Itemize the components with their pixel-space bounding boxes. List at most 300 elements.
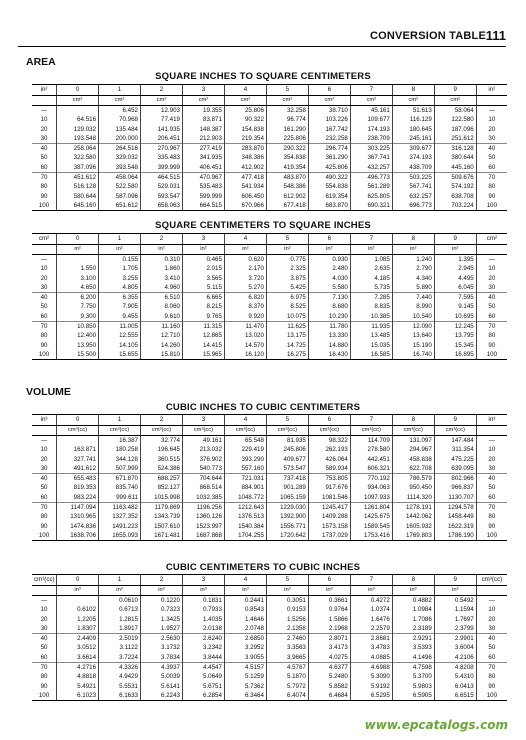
column-header: 3 — [182, 234, 224, 245]
table-cell: 9.455 — [99, 312, 141, 322]
table-cell: 335.483 — [141, 153, 183, 162]
table-row — [32, 663, 507, 673]
table-row — [32, 672, 507, 681]
table-cell: 1048.772 — [224, 493, 266, 503]
row-label: 70 — [32, 663, 57, 673]
table-cell: 387.096 — [57, 163, 99, 173]
table-cell: 258.064 — [57, 144, 99, 154]
table-row — [32, 283, 507, 293]
table-row — [32, 474, 507, 484]
table-cell: 14.415 — [182, 341, 224, 350]
table-cell: 704.644 — [182, 474, 224, 484]
unit-label: cm² — [182, 96, 224, 106]
table-cell: 251.612 — [434, 134, 476, 144]
table-cell: 1.085 — [350, 255, 392, 265]
table-cell: 3.565 — [182, 274, 224, 283]
table-units-row — [32, 586, 507, 596]
table-cell: 7.285 — [350, 293, 392, 303]
row-label: 60 — [40, 493, 48, 501]
table-cell: 4.340 — [392, 274, 434, 283]
row-label: 90 — [40, 522, 48, 530]
unit-label: in³ — [99, 586, 141, 596]
row-label: 20 — [40, 615, 48, 623]
table-cell: 116.129 — [392, 115, 434, 124]
table-cell: 651.612 — [99, 201, 141, 211]
unit-label: in³ — [392, 586, 434, 596]
table-cell: 12.865 — [182, 331, 224, 340]
table-header-row — [32, 415, 507, 426]
column-header: 0 — [57, 85, 99, 96]
unit-label: in² — [434, 245, 476, 255]
row-label: — — [476, 436, 507, 446]
column-header: 6 — [308, 575, 350, 586]
table-cell: 360.515 — [141, 455, 183, 464]
column-header: 3 — [182, 85, 224, 96]
table-cell: 5.9192 — [350, 682, 392, 691]
column-header: 1 — [99, 234, 141, 245]
table-title-cucm-to-cuin: CUBIC CENTIMETERS TO CUBIC INCHES — [165, 562, 361, 573]
column-header: 4 — [224, 85, 266, 96]
table-cell: 4.6377 — [308, 663, 350, 673]
table-cell: 10.230 — [308, 312, 350, 322]
table-cell: 3.9665 — [266, 653, 308, 663]
table-cell: 9.300 — [57, 312, 99, 322]
table-cell: 16.275 — [266, 350, 308, 360]
table-cell: 1360.126 — [182, 512, 224, 521]
table-cell: 464.515 — [141, 173, 183, 183]
table-cell: 548.386 — [266, 182, 308, 191]
table-cell: 2.9291 — [392, 634, 434, 644]
column-header: 1 — [99, 415, 141, 426]
table-cell: 103.226 — [308, 115, 350, 124]
table-cell: 1278.191 — [392, 503, 434, 513]
table-cell: 535.483 — [182, 182, 224, 191]
row-label: 50 — [476, 483, 507, 492]
table-cell: 12.903 — [141, 106, 183, 116]
column-header: 7 — [350, 575, 392, 586]
unit-label: in³ — [434, 586, 476, 596]
table-cell: 0.6102 — [57, 605, 99, 614]
table-cell: 5.8582 — [308, 682, 350, 691]
table-cell: 5.0649 — [182, 672, 224, 681]
table-cell: 161.290 — [266, 125, 308, 134]
row-label: 60 — [476, 493, 507, 503]
row-label: 90 — [40, 341, 48, 349]
table-row — [32, 153, 507, 162]
table-cell: 655.483 — [57, 474, 99, 484]
table-cell: 8.215 — [182, 302, 224, 311]
table-cell: 0.930 — [308, 255, 350, 265]
table-row — [32, 653, 507, 663]
table-cell: 187.096 — [434, 125, 476, 134]
table-cell: 1327.352 — [99, 512, 141, 521]
table-cell: 1.705 — [99, 264, 141, 273]
table-cell: 0.775 — [266, 255, 308, 265]
table-cell: 5.270 — [224, 283, 266, 293]
unit-label: in² — [224, 245, 266, 255]
table-cell: 5.7362 — [224, 682, 266, 691]
table-cell: 1.8917 — [99, 624, 141, 634]
table-cell: 374.193 — [392, 153, 434, 162]
table-row — [32, 455, 507, 464]
table-cell: 5.3090 — [350, 672, 392, 681]
row-label: 80 — [40, 513, 48, 521]
unit-label: cm² — [350, 96, 392, 106]
table-cell: 3.875 — [266, 274, 308, 283]
table-cell: 2.5019 — [99, 634, 141, 644]
header-title: CONVERSION TABLE — [369, 30, 486, 42]
table-cell: 1786.190 — [434, 531, 476, 541]
table-cell: 0.9764 — [308, 605, 350, 614]
table-cell: 786.579 — [392, 474, 434, 484]
table-cell: 11.625 — [266, 322, 308, 332]
table-cell: 1605.932 — [392, 522, 434, 531]
table-cell: 1.240 — [392, 255, 434, 265]
row-label: 100 — [476, 531, 507, 541]
table-cell: 1720.642 — [266, 531, 308, 541]
table-cell: 983.224 — [57, 493, 99, 503]
table-row — [32, 144, 507, 154]
table-cell: 13.175 — [266, 331, 308, 340]
table-cell: 6.1023 — [57, 691, 99, 701]
row-label: — — [476, 255, 507, 265]
table-cell: 32.258 — [266, 106, 308, 116]
table-cell: 196.645 — [141, 445, 183, 454]
column-header: 0 — [57, 575, 99, 586]
table-cell: 193.548 — [57, 134, 99, 144]
table-cell: 10.695 — [434, 312, 476, 322]
table-cell: 1392.900 — [266, 512, 308, 521]
table-cell: 3.9055 — [224, 653, 266, 663]
row-label: 30 — [40, 464, 48, 472]
table-cell: 2.4409 — [57, 634, 99, 644]
table-cell: 1.5866 — [308, 615, 350, 624]
table-cell: 470.967 — [182, 173, 224, 183]
column-header: cm³(cc) — [32, 575, 57, 586]
column-header: in³ — [32, 415, 57, 426]
table-cell: 2.325 — [266, 264, 308, 273]
table-cell: 4.960 — [141, 283, 183, 293]
column-header: in² — [476, 85, 507, 96]
table-cell: 109.677 — [350, 115, 392, 124]
table-cell: 316.128 — [434, 144, 476, 154]
table-cell: 303.225 — [350, 144, 392, 154]
column-header: 2 — [141, 85, 183, 96]
table-cell: 0.4272 — [350, 596, 392, 606]
table-cell: 432.257 — [350, 163, 392, 173]
table-cell: 1196.256 — [182, 503, 224, 513]
table-cell: 2.6850 — [224, 634, 266, 644]
table-cell: 496.773 — [350, 173, 392, 183]
table-cell: 367.741 — [350, 153, 392, 162]
row-label: 70 — [476, 503, 507, 513]
table-cell: 1294.578 — [434, 503, 476, 513]
table-sqcm-to-sqin — [32, 233, 507, 360]
table-cell: 3.5393 — [392, 643, 434, 652]
table-cell: 573.547 — [266, 464, 308, 474]
unit-label: cm³(cc) — [434, 426, 476, 436]
table-row — [32, 436, 507, 446]
row-label: 90 — [476, 682, 507, 691]
row-label: — — [40, 437, 48, 444]
table-cell: 141.935 — [141, 125, 183, 134]
row-label: 50 — [476, 302, 507, 311]
table-cell: 11.780 — [308, 322, 350, 332]
table-cell: 6.3464 — [224, 691, 266, 701]
table-cell: 13.330 — [308, 331, 350, 340]
table-cell: 45.161 — [350, 106, 392, 116]
table-cell: 4.185 — [350, 274, 392, 283]
table-cell: 1.4646 — [224, 615, 266, 624]
table-cell: 2.0748 — [224, 624, 266, 634]
unit-label: cm³(cc) — [57, 426, 99, 436]
table-cell: 2.635 — [350, 264, 392, 273]
row-label: 40 — [476, 293, 507, 303]
row-label: 20 — [40, 125, 48, 133]
table-cell: 238.709 — [350, 134, 392, 144]
table-cell: 90.322 — [224, 115, 266, 124]
unit-label — [32, 245, 57, 255]
unit-label: cm² — [224, 96, 266, 106]
table-cell: 3.100 — [57, 274, 99, 283]
row-label: 70 — [32, 322, 57, 332]
table-cell: 311.354 — [434, 445, 476, 454]
table-cell: 98.322 — [308, 436, 350, 446]
table-cell: 1.2205 — [57, 615, 99, 624]
table-cell: 884.901 — [224, 483, 266, 492]
table-row — [32, 691, 507, 701]
table-cell: 7.595 — [434, 293, 476, 303]
table-cell: 2.1358 — [266, 624, 308, 634]
table-cell: 15.965 — [182, 350, 224, 360]
table-cell: 425.806 — [308, 163, 350, 173]
table-cell: 5.7972 — [266, 682, 308, 691]
table-row — [32, 643, 507, 652]
row-label: 40 — [32, 474, 57, 484]
table-cell: 1.4035 — [182, 615, 224, 624]
row-label: 80 — [476, 512, 507, 521]
table-cell: 6.975 — [266, 293, 308, 303]
table-cell: 2.7460 — [266, 634, 308, 644]
table-cell: 12.245 — [434, 322, 476, 332]
table-cell: 529.031 — [141, 182, 183, 191]
table-cell: 4.805 — [99, 283, 141, 293]
table-cell: 1491.223 — [99, 522, 141, 531]
table-cell: 6.2243 — [141, 691, 183, 701]
table-cell: 114.709 — [350, 436, 392, 446]
table-cell: 270.967 — [141, 144, 183, 154]
table-cell: 6.5295 — [350, 691, 392, 701]
table-cell: 1229.030 — [266, 503, 308, 513]
table-cell: 658.063 — [141, 201, 183, 211]
table-cell: 589.934 — [308, 464, 350, 474]
table-cell: 1245.417 — [308, 503, 350, 513]
column-header: 8 — [392, 85, 434, 96]
table-cell: 4.4547 — [182, 663, 224, 673]
table-cell: 341.935 — [182, 153, 224, 162]
table-cell: 3.0512 — [57, 643, 99, 652]
table-cell: 1.6476 — [350, 615, 392, 624]
unit-label: in² — [99, 245, 141, 255]
column-header: 8 — [392, 575, 434, 586]
table-cell: 262.193 — [308, 445, 350, 454]
row-label: 100 — [32, 201, 57, 211]
row-label: 30 — [40, 624, 48, 632]
table-cell: 16.387 — [99, 436, 141, 446]
table-cell: 8.370 — [224, 302, 266, 311]
table-cell: 147.484 — [434, 436, 476, 446]
table-row — [32, 512, 507, 521]
row-label: 30 — [476, 134, 507, 144]
table-cell: 4.0885 — [350, 653, 392, 663]
table-cell: 1589.545 — [350, 522, 392, 531]
unit-label: cm³(cc) — [99, 426, 141, 436]
table-cell: 83.871 — [182, 115, 224, 124]
table-cell: 4.5157 — [224, 663, 266, 673]
table-cell: 622.708 — [392, 464, 434, 474]
table-cell: 3.6004 — [434, 643, 476, 652]
row-label: 30 — [476, 283, 507, 293]
watermark: www.epcatalogs.com — [364, 718, 508, 732]
row-label: 80 — [476, 331, 507, 340]
column-header: in² — [32, 85, 57, 96]
table-cell: 561.289 — [350, 182, 392, 191]
table-cell: 419.354 — [266, 163, 308, 173]
table-cell: 245.806 — [266, 445, 308, 454]
table-cell: 406.451 — [182, 163, 224, 173]
table-cell: 5.1870 — [266, 672, 308, 681]
table-row — [32, 264, 507, 273]
row-label: 90 — [476, 341, 507, 350]
table-cell: 409.677 — [266, 455, 308, 464]
table-row — [32, 682, 507, 691]
table-cell: 1.7086 — [392, 615, 434, 624]
column-header: cm³(cc) — [476, 575, 507, 586]
row-label: 20 — [476, 615, 507, 624]
table-cell: 16.430 — [308, 350, 350, 360]
table-cell: 721.031 — [224, 474, 266, 484]
table-cell: 645.160 — [57, 201, 99, 211]
row-label: 20 — [40, 455, 48, 463]
row-label: 70 — [476, 663, 507, 673]
table-cell: 13.485 — [350, 331, 392, 340]
table-cell: 6.4684 — [308, 691, 350, 701]
row-label: 80 — [476, 672, 507, 681]
table-header-row — [32, 234, 507, 245]
row-label: 90 — [476, 522, 507, 531]
row-label: 10 — [476, 264, 507, 273]
table-row — [32, 322, 507, 332]
column-header: 7 — [350, 234, 392, 245]
table-cell: 1737.029 — [308, 531, 350, 541]
table-cell: 329.032 — [99, 153, 141, 162]
row-label: — — [40, 256, 48, 263]
table-cell: 1081.546 — [308, 493, 350, 503]
unit-label: in³ — [57, 586, 99, 596]
table-cell: 507.999 — [99, 464, 141, 474]
table-cucm-to-cuin — [32, 574, 507, 701]
table-cell: 6.820 — [224, 293, 266, 303]
table-cell: 4.2106 — [434, 653, 476, 663]
table-cell: 1.1594 — [434, 605, 476, 614]
table-cell: 7.905 — [99, 302, 141, 311]
table-cell: 232.258 — [308, 134, 350, 144]
table-cell: 4.1496 — [392, 653, 434, 663]
table-cell: 0.7933 — [182, 605, 224, 614]
table-cell: 4.6988 — [350, 663, 392, 673]
table-cell — [57, 436, 99, 446]
table-cell: 11.160 — [141, 322, 183, 332]
table-cell: 58.064 — [434, 106, 476, 116]
table-cell: 6.045 — [434, 283, 476, 293]
table-cell: 6.452 — [99, 106, 141, 116]
table-row — [32, 173, 507, 183]
table-cell: 206.451 — [141, 134, 183, 144]
table-cell: 999.611 — [99, 493, 141, 503]
table-cell: 6.200 — [57, 293, 99, 303]
table-cell: 1769.803 — [392, 531, 434, 541]
column-header: 8 — [392, 234, 434, 245]
table-cell: 1671.481 — [141, 531, 183, 541]
table-cell: 1507.610 — [141, 522, 183, 531]
table-cell: 213.032 — [182, 445, 224, 454]
unit-label: in² — [141, 245, 183, 255]
table-cell: 13.795 — [434, 331, 476, 340]
table-cell: 5.5531 — [99, 682, 141, 691]
table-cell: 4.7598 — [392, 663, 434, 673]
row-label: 40 — [32, 293, 57, 303]
table-cell: 3.1732 — [141, 643, 183, 652]
table-cell: 2.945 — [434, 264, 476, 273]
unit-label: in² — [57, 245, 99, 255]
table-cell: 2.5630 — [141, 634, 183, 644]
table-cell: 5.425 — [266, 283, 308, 293]
column-header: 5 — [266, 575, 308, 586]
table-cell: 4.8208 — [434, 663, 476, 673]
table-cell: 2.6240 — [182, 634, 224, 644]
table-cell: 703.224 — [434, 201, 476, 211]
table-cell: 49.161 — [182, 436, 224, 446]
unit-label — [32, 586, 57, 596]
table-cell: 13.020 — [224, 331, 266, 340]
table-cell: 9.610 — [141, 312, 183, 322]
table-row — [32, 302, 507, 311]
row-label: 10 — [40, 606, 48, 614]
table-cell: 322.580 — [57, 153, 99, 162]
row-label: 80 — [40, 332, 48, 340]
table-cell: 639.095 — [434, 464, 476, 474]
table-cell: 10.075 — [266, 312, 308, 322]
unit-label: cm² — [392, 96, 434, 106]
table-row — [32, 445, 507, 454]
row-label: 10 — [476, 605, 507, 614]
table-cell: 0.310 — [141, 255, 183, 265]
row-label: 90 — [40, 192, 48, 200]
table-cell: 2.3799 — [434, 624, 476, 634]
row-label: — — [40, 107, 48, 114]
row-label: 90 — [476, 192, 507, 201]
table-cell: 451.612 — [57, 173, 99, 183]
table-cell: 14.105 — [99, 341, 141, 350]
table-cell: 5.0039 — [141, 672, 183, 681]
table-cell: 5.890 — [392, 283, 434, 293]
table-cell: 11.315 — [182, 322, 224, 332]
table-row — [32, 312, 507, 322]
table-cell: 606.321 — [350, 464, 392, 474]
table-cell: 599.999 — [182, 192, 224, 201]
table-cell: 2.480 — [308, 264, 350, 273]
table-cell: 593.547 — [141, 192, 183, 201]
